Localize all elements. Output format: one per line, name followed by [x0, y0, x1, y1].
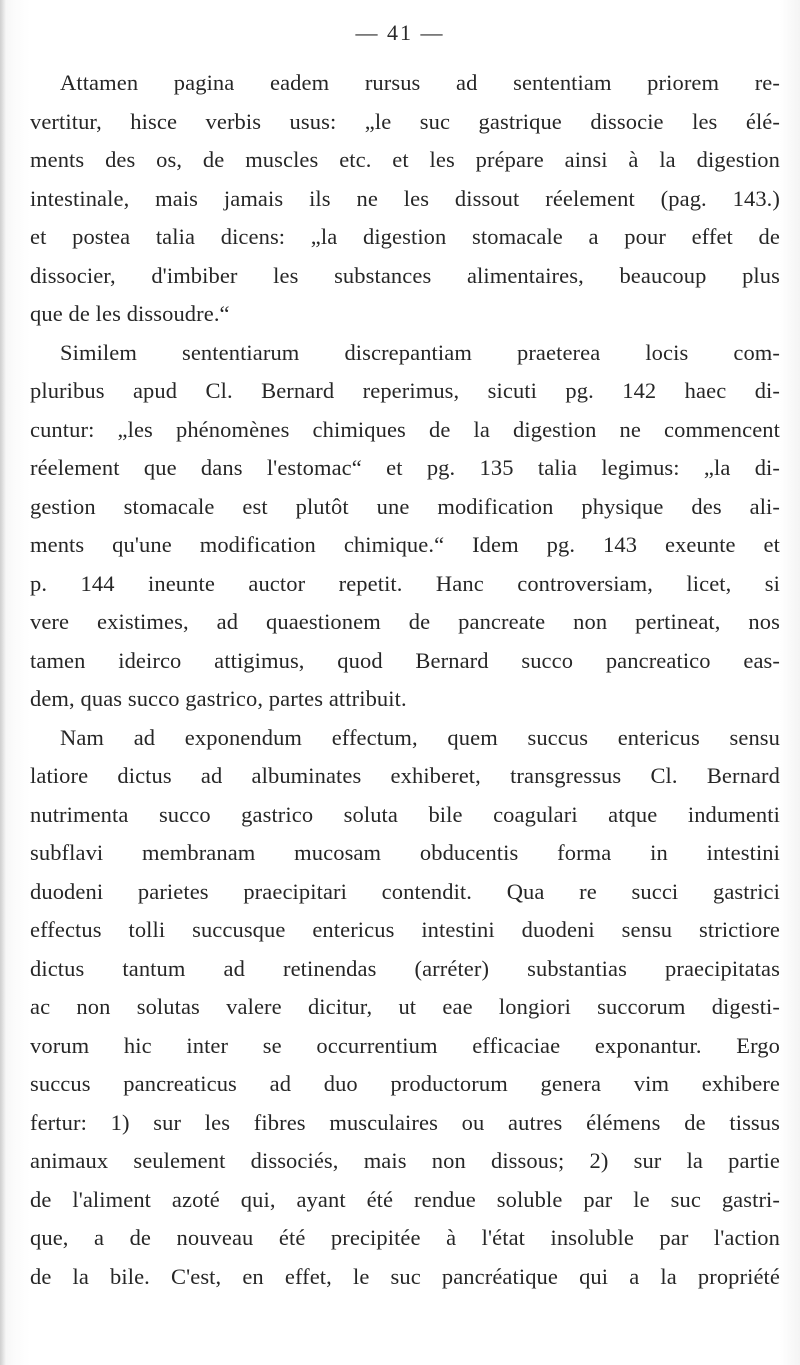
text-line: cuntur: „les phénomènes chimiques de la digestion ne commencent	[30, 416, 780, 442]
text-line: et postea talia dicens: „la digestion stomacale a pour effet de	[30, 224, 780, 249]
text-line: gestion stomacale est plutôt une modification physique des ali-	[30, 493, 780, 519]
text-line: p. 144 ineunte auctor repetit. Hanc controversiam, licet, si	[30, 570, 780, 596]
body-text	[30, 64, 780, 1296]
text-line: effectus tolli succusque entericus intestini duodeni sensu strictiore	[30, 917, 780, 942]
text-line: que, a de nouveau été precipitée à l'état insoluble par l'action	[30, 1225, 780, 1250]
text-line: fertur: 1) sur les fibres musculaires ou autres élémens de tissus	[30, 1109, 780, 1135]
text-line: dem, quas succo gastrico, partes attribuit.	[30, 686, 407, 711]
text-line: vere existimes, ad quaestionem de pancreate non pertineat, nos	[30, 609, 780, 634]
page-number: — 41 —	[355, 20, 445, 45]
text-line: ments qu'une modification chimique.“ Idem pg. 143 exeunte et	[30, 532, 780, 557]
text-line: dissocier, d'imbiber les substances alimentaires, beaucoup plus	[30, 262, 780, 288]
text-line: de la bile. C'est, en effet, le suc pancréatique qui a la propriété	[30, 1263, 780, 1289]
text-line: latiore dictus ad albuminates exhiberet, transgressus Cl. Bernard	[30, 763, 780, 788]
text-line: Attamen pagina eadem rursus ad sententiam priorem re-	[60, 70, 780, 95]
page-spine-shadow	[0, 0, 6, 1365]
text-line: intestinale, mais jamais ils ne les dissout réelement (pag. 143.)	[30, 185, 780, 211]
text-line: vertitur, hisce verbis usus: „le suc gastrique dissocie les élé-	[30, 108, 780, 134]
text-line: duodeni parietes praecipitari contendit. Qua re succi gastrici	[30, 878, 780, 904]
text-line: subflavi membranam mucosam obducentis forma in intestini	[30, 840, 780, 865]
text-line: Nam ad exponendum effectum, quem succus entericus sensu	[60, 724, 780, 750]
text-line: succus pancreaticus ad duo productorum genera vim exhibere	[30, 1071, 780, 1096]
text-line: tamen ideirco attigimus, quod Bernard succo pancreatico eas-	[30, 647, 780, 673]
text-line: de l'aliment azoté qui, ayant été rendue soluble par le suc gastri-	[30, 1186, 780, 1212]
text-line: nutrimenta succo gastrico soluta bile coagulari atque indumenti	[30, 801, 780, 827]
text-line: pluribus apud Cl. Bernard reperimus, sicuti pg. 142 haec di-	[30, 378, 780, 403]
text-line: Similem sententiarum discrepantiam praeterea locis com-	[60, 339, 780, 365]
text-line: vorum hic inter se occurrentium efficaciae exponantur. Ergo	[30, 1032, 780, 1058]
text-line: réelement que dans l'estomac“ et pg. 135 talia legimus: „la di-	[30, 455, 780, 480]
text-line: dictus tantum ad retinendas (arréter) substantias praecipitatas	[30, 955, 780, 981]
text-line: animaux seulement dissociés, mais non dissous; 2) sur la partie	[30, 1148, 780, 1173]
text-line: que de les dissoudre.“	[30, 301, 230, 326]
text-line: ments des os, de muscles etc. et les prépare ainsi à la digestion	[30, 147, 780, 172]
text-line: ac non solutas valere dicitur, ut eae longiori succorum digesti-	[30, 994, 780, 1019]
